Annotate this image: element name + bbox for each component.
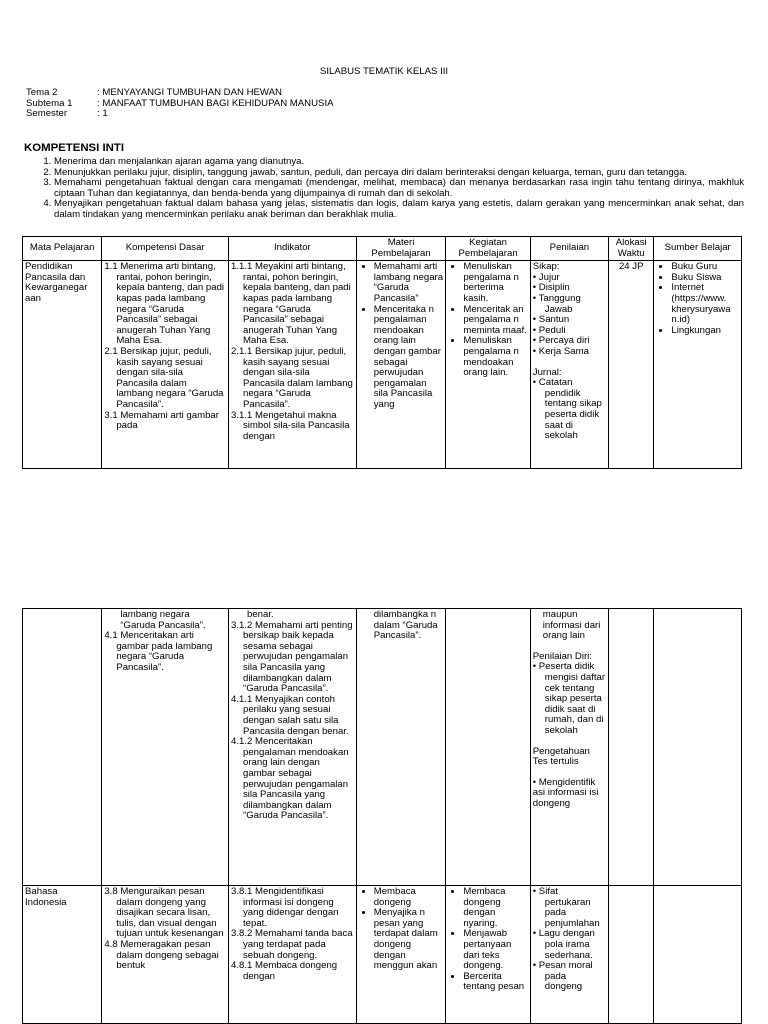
penilaian-cell [530, 609, 608, 886]
indikator-item: 3.8.1 Mengidentifikasi informasi isi dongeng yang didengar dengan tepat. [231, 886, 339, 929]
mapel-cell: Bahasa Indonesia [23, 886, 102, 1024]
indikator-item: 4.1.2 Menceritakan pengalaman mendoakan orang lain dengan gambar sebagai perwujudan pengamalan sila Pancasila yang dilambangkan dalam “Garuda Pancasila”. [231, 736, 349, 822]
ki-item: 4. Menyajikan pengetahuan faktual dalam bahasa yang jelas, sistematis dan logis, dalam karya yang estetis, dalam gerakan yang mencerminkan anak sehat, dan dalam tindakan yang mencerminkan perilaku anak beriman dan berakhlak mulia. [54, 199, 744, 220]
kegiatan-item: • Menuliskan pengalama n berterima kasih. [463, 262, 527, 304]
alokasi-cell: 24 JP [609, 261, 654, 469]
penilaian-line: • Pesan moral pada dongeng [532, 960, 593, 993]
kegiatan-item: • Menceritak an pengalama n meminta maaf. [463, 305, 527, 337]
sumber-cell [654, 886, 742, 1024]
mapel-cell: Pendidikan Pancasila dan Kewarganegar aan [23, 261, 102, 469]
kd-cell [102, 886, 229, 1024]
penilaian-line: • Catatan pendidik tentang sikap peserta didik saat di sekolah [532, 377, 602, 442]
ki-list [24, 157, 744, 221]
kd-item: 1.1 Menerima arti bintang, rantai, pohon beringin, kepala banteng, dan padi kapas pada lambang negara “Garuda Pancasila” sebagai anugerah Tuhan Yang Maha Esa. [104, 261, 225, 347]
penilaian-line: • Tanggung Jawab [532, 292, 581, 315]
header-cell: Mata Pelajaran [23, 237, 102, 261]
header-cell: Penilaian [530, 237, 608, 261]
syllabus-table-part2 [22, 608, 742, 1024]
kd-item: 2.1 Bersikap jujur, peduli, kasih sayang sesuai dengan sila-sila Pancasila dalam lambang negara “Garuda Pancasila”. [104, 345, 224, 410]
mapel-cell [23, 609, 102, 886]
materi-cell [356, 261, 446, 469]
meta-value: : 1 [97, 108, 108, 120]
alokasi-cell [609, 609, 654, 886]
meta-label: Semester [26, 108, 68, 120]
ki-heading: KOMPETENSI INTI [24, 142, 124, 154]
meta-value: : MENYAYANGI TUMBUHAN DAN HEWAN [97, 87, 282, 98]
materi-cell [356, 609, 446, 886]
syllabus-table-part1 [22, 236, 742, 469]
indikator-item: 3.1.1 Mengetahui makna simbol sila-sila Pancasila dengan [231, 409, 350, 442]
meta-semester [26, 109, 334, 120]
table-header-row [23, 237, 742, 261]
kd-item: 3.1 Memahami arti gambar pada [104, 409, 219, 432]
indikator-item: 4.8.1 Membaca dongeng dengan [231, 960, 338, 982]
materi-cell [356, 886, 446, 1024]
table-row [23, 609, 742, 886]
penilaian-line: • Sifat pertukaran pada penjumlahan [532, 886, 600, 929]
header-cell: Alokasi Waktu [609, 237, 654, 261]
header-cell: Kegiatan Pembelajaran [446, 237, 530, 261]
kegiatan-cell [446, 261, 530, 469]
ki-item: 3. Memahami pengetahuan faktual dengan cara mengamati (mendengar, melihat, membaca) dan menanya berdasarkan rasa ingin tahu tentang dirinya, makhluk ciptaan Tuhan dan kegiatannya, dan benda-benda yang dijumpainya di rumah dan di sekolah. [54, 178, 744, 199]
sumber-item: • Internet (https://www. kherysuryawa n.id) [671, 283, 739, 325]
indikator-item: benar. [247, 609, 274, 620]
penilaian-line: • Disiplin [532, 282, 570, 294]
indikator-item: 4.1.1 Menyajikan contoh perilaku yang sesuai dengan salah satu sila Pancasila dengan benar. [231, 693, 349, 737]
sumber-item: • Lingkungan [671, 326, 739, 337]
indikator-cell [229, 609, 357, 886]
indikator-item: 3.8.2 Memahami tanda baca yang terdapat pada sebuah dongeng. [231, 928, 353, 961]
indikator-item: 1.1.1 Meyakini arti bintang, rantai, pohon beringin, kepala banteng, dan padi kapas pada lambang negara “Garuda Pancasila” sebagai anugerah Tuhan Yang Maha Esa. [231, 261, 351, 347]
meta-label: Subtema 1 [26, 97, 73, 109]
header-cell: Kompetensi Dasar [102, 237, 229, 261]
indikator-item: 3.1.2 Memahami arti penting bersikap baik kepada sesama sebagai perwujudan pengamalan sila Pancasila yang dilambangkan dalam “Garuda Pancasila”. [231, 619, 353, 695]
penilaian-line: Penilaian Diri: [532, 650, 592, 662]
penilaian-line: • Kerja Sama [532, 345, 589, 357]
materi-item: • Membaca dongeng [374, 887, 444, 908]
kegiatan-cell [446, 609, 530, 886]
meta-label: Tema 2 [26, 87, 58, 98]
alokasi-cell [609, 886, 654, 1024]
penilaian-line: Sikap: [532, 261, 560, 273]
header-cell: Indikator [229, 237, 357, 261]
kompetensi-inti-section [24, 142, 744, 221]
ki-item: 1. Menerima dan menjalankan ajaran agama yang dianutnya. [54, 157, 744, 168]
penilaian-line: • Mengidentifik asi informasi isi dongeng [532, 776, 599, 809]
document-title: SILABUS TEMATIK KELAS III [319, 66, 449, 77]
kegiatan-cell [446, 886, 530, 1024]
kd-item: lambang negara “Garuda Pancasila”. [120, 609, 206, 631]
kegiatan-item: • Membaca dongeng dengan nyaring. [463, 887, 527, 929]
kd-item: 3.8 Menguraikan pesan dalam dongeng yang disajikan secara lisan, tulis, dan visual dengan tujuan untuk kesenangan [104, 886, 224, 940]
penilaian-line: Pengetahuan Tes tertulis [532, 745, 590, 768]
materi-item: dilambangka n dalam “Garuda Pancasila”. [373, 609, 438, 642]
penilaian-line: • Peduli [532, 324, 566, 336]
kd-item: 4.1 Menceritakan arti gambar pada lambang negara “Garuda Pancasila”. [104, 630, 213, 673]
penilaian-cell [530, 261, 608, 469]
meta-value: : MANFAAT TUMBUHAN BAGI KEHIDUPAN MANUSIA [97, 97, 334, 109]
materi-item: • Menyajika n pesan yang terdapat dalam dongeng dengan menggun akan [374, 908, 444, 972]
indikator-cell [229, 261, 357, 469]
sumber-cell [654, 609, 742, 886]
kd-cell [102, 261, 229, 469]
penilaian-line: • Santun [532, 314, 570, 326]
sumber-cell [654, 261, 742, 469]
penilaian-line: • Lagu dengan pola irama sederhana. [532, 928, 595, 961]
kegiatan-item: • Menjawab pertanyaan dari teks dongeng. [463, 929, 527, 971]
kegiatan-item: • Menuliskan pengalama n mendoakan orang lain. [463, 336, 527, 378]
indikator-cell [229, 886, 357, 1024]
penilaian-line: • Peserta didik mengisi daftar cek tentang sikap peserta didik saat di rumah, dan di sekolah [532, 661, 606, 736]
penilaian-cell [530, 886, 608, 1024]
materi-item: • Memahami arti lambang negara “Garuda Pancasila” [374, 262, 444, 304]
materi-item: • Menceritaka n pengalaman mendoakan orang lain dengan gambar sebagai perwujudan pengamalan sila Pancasila yang [374, 305, 444, 411]
syllabus-meta [26, 88, 334, 120]
ki-item: 2. Menunjukkan perilaku jujur, disiplin, tanggung jawab, santun, peduli, dan percaya diri dalam berinteraksi dengan keluarga, teman, guru dan tetangga. [54, 168, 744, 179]
table-row [23, 261, 742, 469]
table-row [23, 886, 742, 1024]
kegiatan-item: • Bercerita tentang pesan [463, 972, 527, 993]
header-cell: Sumber Belajar [654, 237, 742, 261]
header-cell: Materi Pembelajaran [356, 237, 446, 261]
kd-item: 4.8 Memeragakan pesan dalam dongeng sebagai bentuk [104, 938, 219, 972]
sumber-item: • Buku Guru [671, 262, 739, 273]
penilaian-line: Jurnal: [532, 366, 562, 378]
penilaian-line: • Percaya diri [532, 335, 590, 347]
penilaian-line: • Jujur [532, 271, 560, 283]
meta-subtema [26, 99, 334, 110]
indikator-item: 2.1.1 Bersikap jujur, peduli, kasih sayang sesuai dengan sila-sila Pancasila dalam lambang negara “Garuda Pancasila”. [231, 345, 353, 410]
penilaian-line: maupun informasi dari orang lain [542, 609, 601, 642]
kd-cell [102, 609, 229, 886]
sumber-item: • Buku Siswa [671, 273, 739, 284]
